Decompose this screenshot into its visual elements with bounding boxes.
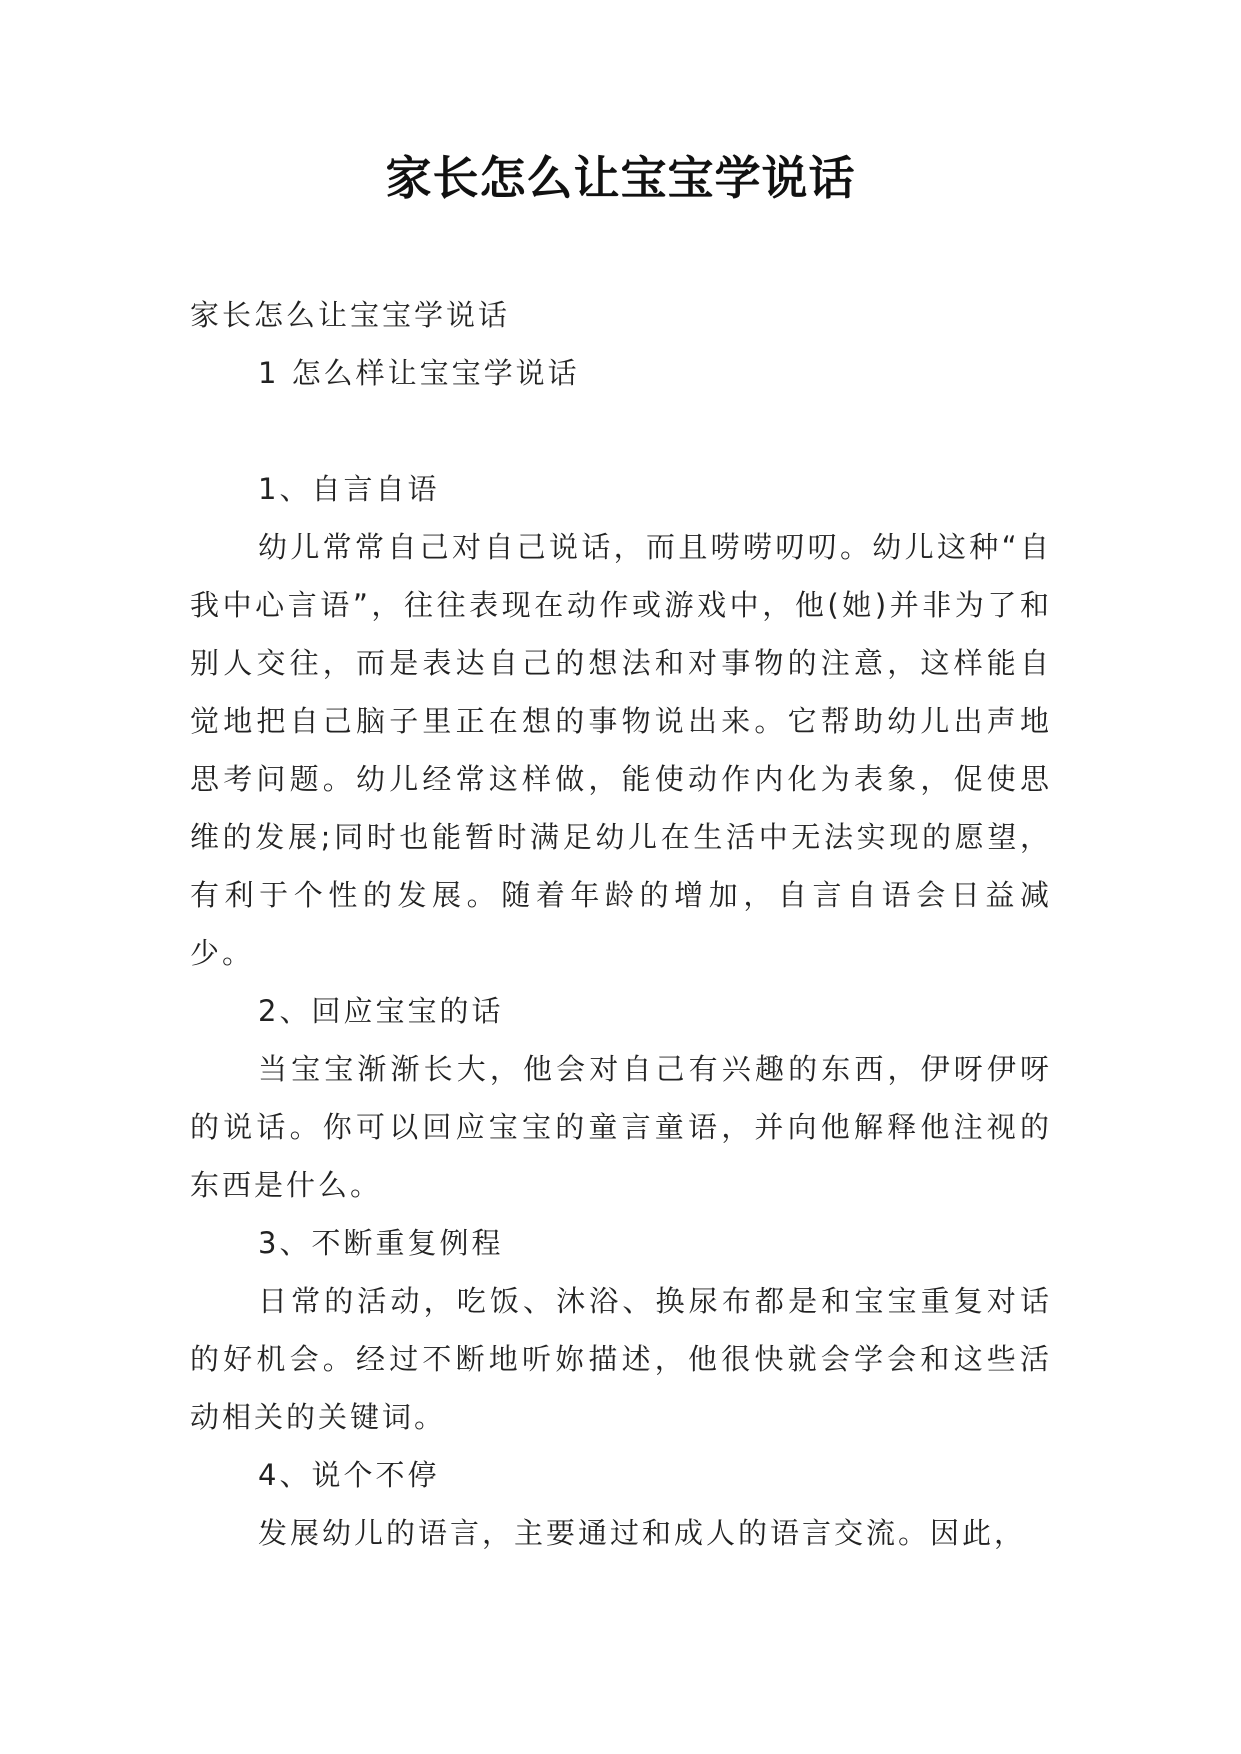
document-body <box>190 286 1052 1562</box>
item-paragraph-4: 发展幼儿的语言，主要通过和成人的语言交流。因此， <box>258 1516 1027 1550</box>
item-paragraph-1: 幼儿常常自己对自己说话，而且唠唠叨叨。幼儿这种“自我中心言语”，往往表现在动作或游戏中，他(她)并非为了和别人交往，而是表达自己的想法和对事物的注意，这样能自觉地把自己脑子里正在想的事物说出来。它帮助幼儿出声地思考问题。幼儿经常这样做，能使动作内化为表象，促使思维的发展;同时也能暂时满足幼儿在生活中无法实现的愿望，有利于个性的发展。随着年龄的增加，自言自语会日益减少。 <box>190 530 1052 970</box>
item-heading-2: 2、回应宝宝的话 <box>258 994 504 1028</box>
document-subtitle: 家长怎么让宝宝学说话 <box>190 298 511 332</box>
section-heading: 1 怎么样让宝宝学说话 <box>258 356 580 390</box>
item-heading-1: 1、自言自语 <box>258 472 440 506</box>
item-paragraph-2: 当宝宝渐渐长大，他会对自己有兴趣的东西，伊呀伊呀的说话。你可以回应宝宝的童言童语，并向他解释他注视的东西是什么。 <box>190 1052 1052 1202</box>
item-heading-3: 3、不断重复例程 <box>258 1226 504 1260</box>
item-paragraph-3: 日常的活动，吃饭、沐浴、换尿布都是和宝宝重复对话的好机会。经过不断地听妳描述，他很快就会学会和这些活动相关的关键词。 <box>190 1284 1052 1434</box>
blank-line <box>190 402 1052 460</box>
item-heading-4: 4、说个不停 <box>258 1458 440 1492</box>
document-title: 家长怎么让宝宝学说话 <box>385 151 856 205</box>
